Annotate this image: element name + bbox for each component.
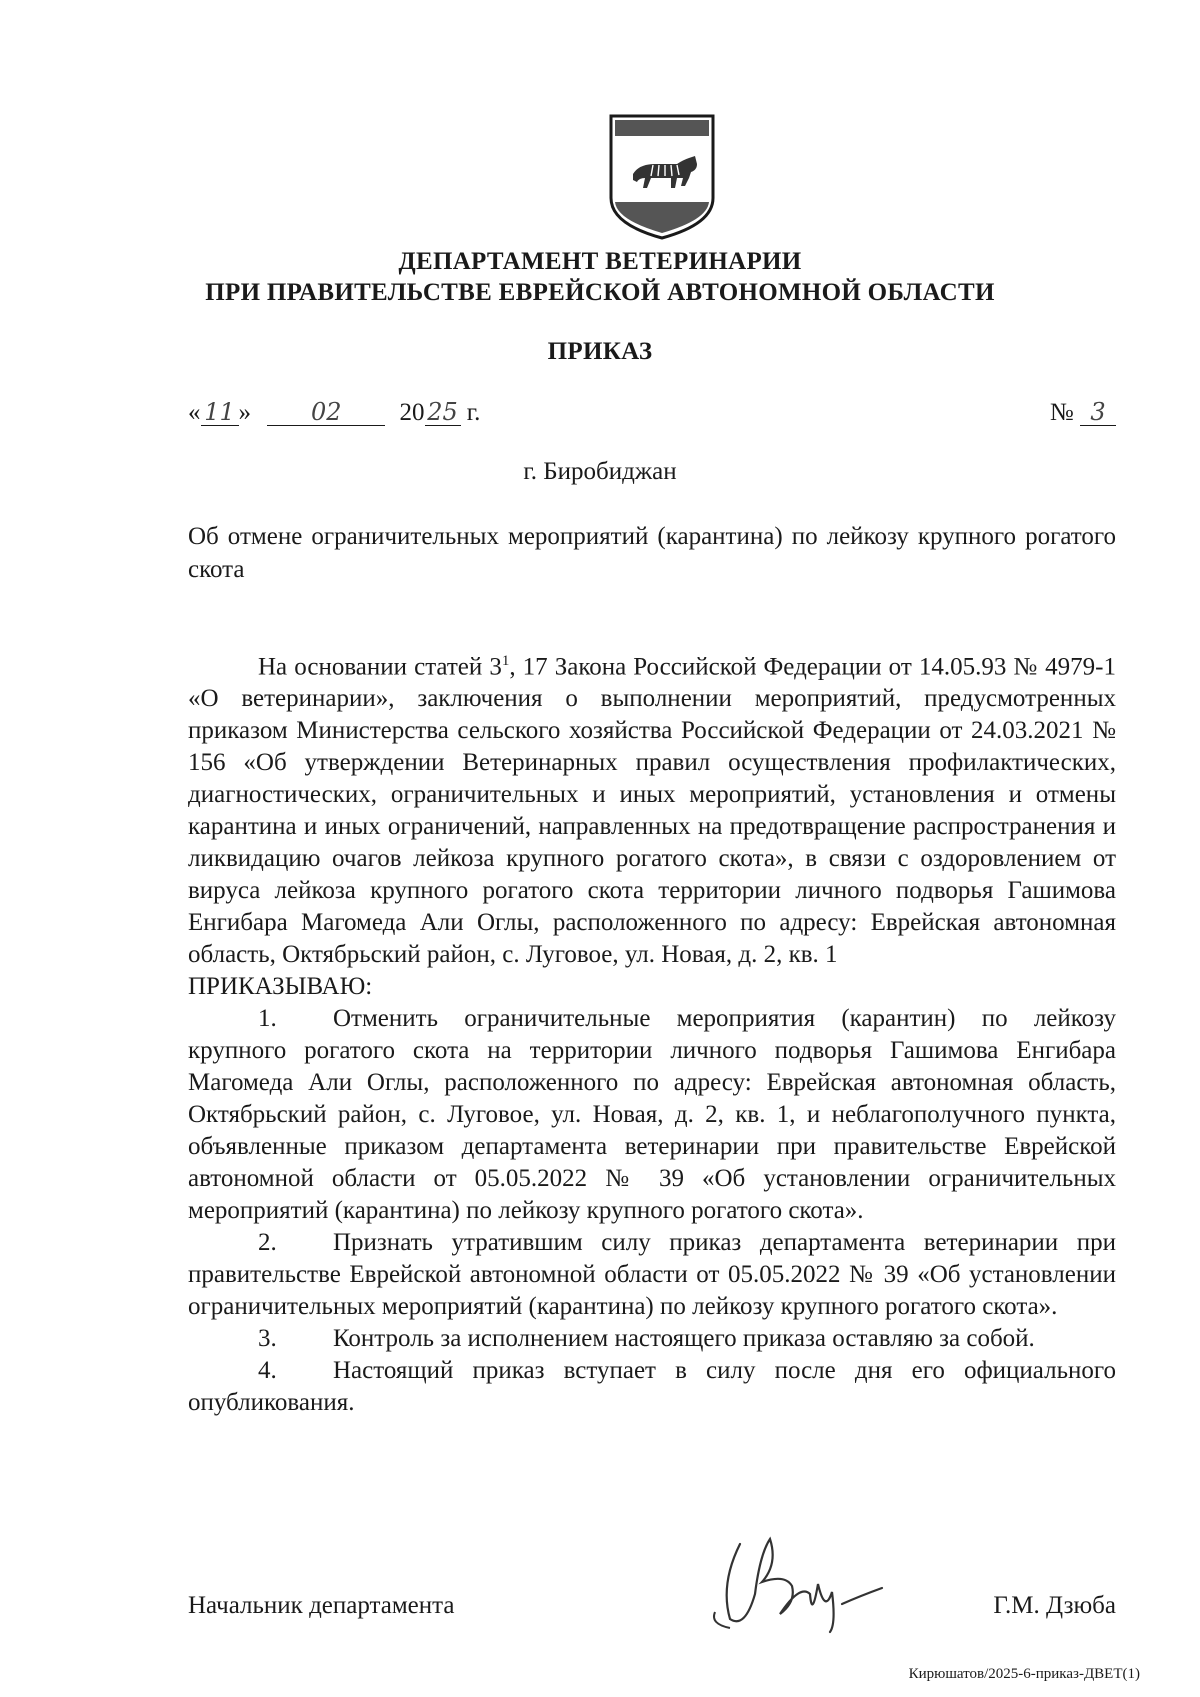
date-open-quote: « bbox=[188, 399, 201, 426]
preamble-sup: 1 bbox=[501, 653, 510, 669]
document-reference: Кирюшатов/2025-6-приказ-ДВЕТ(1) bbox=[908, 1666, 1140, 1682]
number-value: 3 bbox=[1080, 399, 1116, 426]
date-year-prefix: 20 bbox=[399, 399, 425, 426]
city: г. Биробиджан bbox=[523, 458, 677, 485]
item-text: Признать утратившим силу приказ департамента ветеринарии при правительстве Еврейской автономной области от 05.05.2022 № 39 «Об установлении ограничительных мероприятий (карантина) по лейкозу крупного рогатого скота». bbox=[188, 1229, 1116, 1321]
signatory-title: Начальник департамента bbox=[188, 1592, 455, 1619]
date-month: 02 bbox=[267, 399, 385, 426]
preamble bbox=[188, 645, 1116, 971]
item-number: 4. bbox=[258, 1357, 277, 1385]
order-item-4 bbox=[188, 1355, 1116, 1419]
order-item-2 bbox=[188, 1227, 1116, 1323]
item-text: Контроль за исполнением настоящего приказа оставляю за собой. bbox=[333, 1325, 1035, 1353]
order-date bbox=[188, 399, 480, 427]
preamble-part1: На основании статей 3 bbox=[258, 653, 502, 681]
signatory-name: Г.М. Дзюба bbox=[993, 1592, 1116, 1619]
handwritten-signature-icon bbox=[700, 1524, 890, 1634]
order-body bbox=[188, 645, 1116, 1419]
order-number bbox=[1050, 399, 1116, 427]
date-close-quote: » bbox=[238, 399, 251, 426]
item-number: 2. bbox=[258, 1229, 277, 1257]
item-number: 3. bbox=[258, 1325, 277, 1353]
order-item-3 bbox=[188, 1323, 1116, 1355]
item-text: Отменить ограничительные мероприятия (карантин) по лейкозу крупного рогатого скота на территории личного подворья Гашимова Енгибара Магомеда Али Оглы, расположенного по адресу: Еврейская автономная область, Октябрьский район, с. Луговое, ул. Новая, д. 2, кв. 1, и неблагополучного пункта, объявленные приказом департамента ветеринарии при правительстве Еврейской автономной области от 05.05.2022 № 39 «Об установлении ограничительных мероприятий (карантина) по лейкозу крупного рогатого скота». bbox=[188, 1005, 1116, 1225]
date-day: 11 bbox=[201, 399, 239, 426]
department-name-line2: ПРИ ПРАВИТЕЛЬСТВЕ ЕВРЕЙСКОЙ АВТОНОМНОЙ ОБЛАСТИ bbox=[205, 279, 995, 306]
date-year-mark: г. bbox=[466, 399, 481, 426]
order-item-1 bbox=[188, 1003, 1116, 1227]
document-type: ПРИКАЗ bbox=[547, 338, 653, 365]
date-year-suffix: 25 bbox=[425, 399, 461, 426]
department-name-line1: ДЕПАРТАМЕНТ ВЕТЕРИНАРИИ bbox=[398, 248, 802, 275]
item-number: 1. bbox=[258, 1005, 277, 1033]
coat-of-arms-tiger-icon bbox=[605, 112, 719, 242]
order-word: ПРИКАЗЫВАЮ: bbox=[188, 973, 373, 1001]
preamble-part2: , 17 Закона Российской Федерации от 14.05.93 № 4979-1 «О ветеринарии», заключения о выполнении мероприятий, предусмотренных приказом Министерства сельского хозяйства Российской Федерации от 24.03.2021 № 156 «Об утверждении Ветеринарных правил осуществления профилактических, диагностических, ограничительных и иных мероприятий, установления и отмены карантина и иных ограничений, направленных на предотвращение распространения и ликвидацию очагов лейкоза крупного рогатого скота», в связи с оздоровлением от вируса лейкоза крупного рогатого скота территории личного подворья Гашимова Енгибара Магомеда Али Оглы, расположенного по адресу: Еврейская автономная область, Октябрьский район, с. Луговое, ул. Новая, д. 2, кв. 1 bbox=[188, 653, 1116, 969]
item-text: Настоящий приказ вступает в силу после дня его официального опубликования. bbox=[188, 1357, 1116, 1417]
order-subject: Об отмене ограничительных мероприятий (карантина) по лейкозу крупного рогатого скота bbox=[188, 523, 1116, 583]
number-label: № bbox=[1049, 399, 1074, 426]
